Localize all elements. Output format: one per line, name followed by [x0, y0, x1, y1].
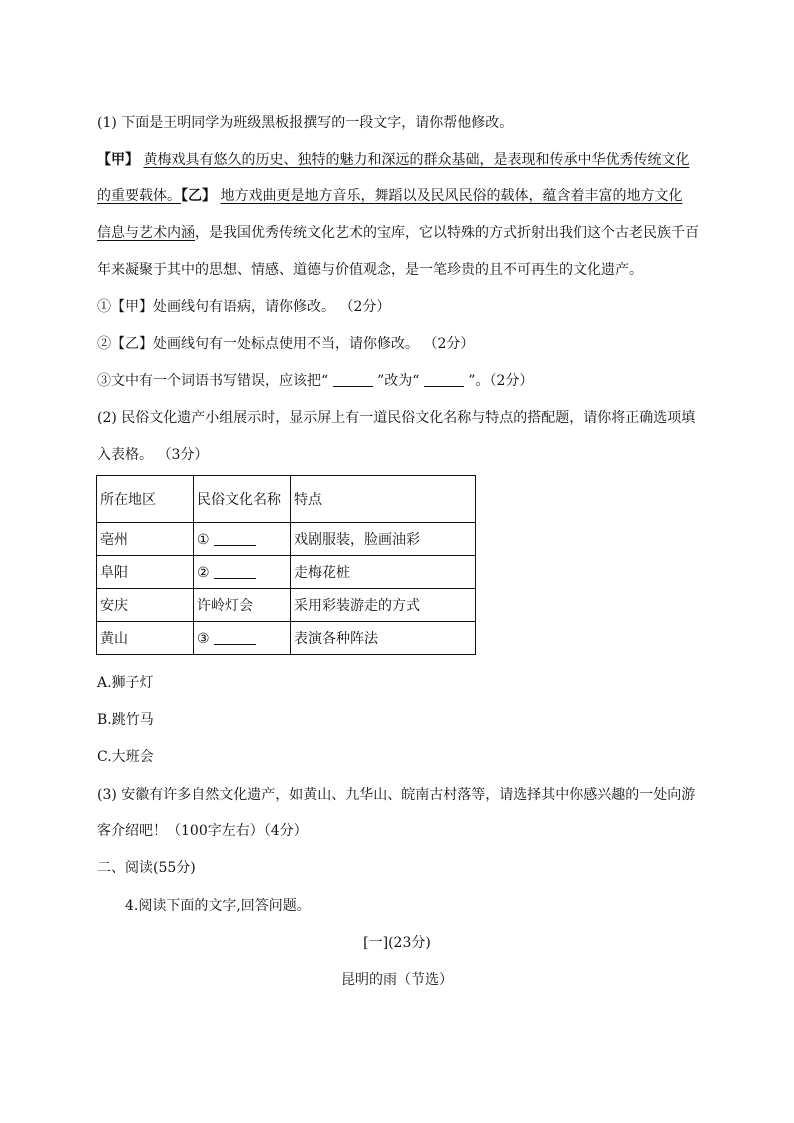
section-heading: 二、阅读(55分) — [97, 860, 196, 876]
table-row — [97, 523, 476, 556]
answer-blank[interactable] — [214, 630, 256, 645]
option-c: C.大班会 — [97, 749, 154, 765]
answer-blank[interactable] — [214, 564, 256, 579]
sub3-part-b: ”改为“ — [377, 373, 420, 389]
blank-number: ③ — [197, 630, 210, 647]
part-heading: [一](23分) — [363, 935, 431, 951]
q1-yi-line-2 — [97, 223, 699, 243]
cell-region: 黄山 — [97, 622, 194, 655]
answer-blank[interactable] — [214, 531, 256, 546]
option-b: B.跳竹马 — [97, 712, 154, 728]
cell-name[interactable] — [194, 523, 291, 556]
q1-subquestion-2: ②【乙】处画线句有一处标点使用不当，请你修改。 （2分） — [97, 336, 475, 352]
answer-blank-2[interactable] — [424, 372, 464, 387]
cell-feature: 采用彩装游走的方式 — [291, 589, 476, 622]
cell-region: 安庆 — [97, 589, 194, 622]
passage-continued-1: ，是我国优秀传统文化艺术的宝库，它以特殊的方式折射出我们这个古老民族千百 — [195, 225, 699, 241]
cell-name[interactable] — [194, 622, 291, 655]
header-region: 所在地区 — [97, 476, 194, 523]
cell-region: 阜阳 — [97, 556, 194, 589]
q1-intro: (1) 下面是王明同学为班级黑板报撰写的一段文字，请你帮他修改。 — [97, 115, 514, 131]
sub3-part-a: ③文中有一个词语书写错误，应该把“ — [97, 373, 329, 389]
cell-name: 许岭灯会 — [194, 589, 291, 622]
folk-culture-table — [96, 475, 476, 655]
blank-number: ② — [197, 564, 210, 581]
jia-tag: 【甲】 — [97, 152, 139, 168]
q2-intro-2: 入表格。 （3分） — [97, 447, 209, 463]
q3-line-1: (3) 安徽有许多自然文化遗产，如黄山、九华山、皖南古村落等，请选择其中你感兴趣的一处向游 — [97, 787, 696, 803]
sub3-part-c: ”。（2分） — [468, 373, 534, 389]
cell-feature: 戏剧服装，脸画油彩 — [291, 523, 476, 556]
yi-tag: 【乙】 — [181, 188, 216, 204]
cell-region: 亳州 — [97, 523, 194, 556]
q1-subquestion-3 — [97, 371, 533, 391]
table-row — [97, 589, 476, 622]
table-row — [97, 622, 476, 655]
answer-blank-1[interactable] — [333, 372, 373, 387]
q3-line-2: 客介绍吧！（100字左右）（4分） — [97, 823, 308, 839]
q2-intro-1: (2) 民俗文化遗产小组展示时，显示屏上有一道民俗文化名称与特点的搭配题，请你将正确选项填 — [97, 410, 696, 426]
jia-underlined-1: 黄梅戏具有悠久的历史、独特的魅力和深远的群众基础，是表现和传承中华优秀传统文化 — [143, 152, 690, 168]
jia-underlined-2: 的重要载体。 — [97, 188, 181, 204]
q1-subquestion-1: ①【甲】处画线句有语病，请你修改。 （2分） — [97, 299, 391, 315]
table-row — [97, 556, 476, 589]
table-header-row — [97, 476, 476, 523]
cell-name[interactable] — [194, 556, 291, 589]
blank-number: ① — [197, 531, 210, 548]
cell-feature: 走梅花桩 — [291, 556, 476, 589]
option-a: A.狮子灯 — [97, 675, 154, 691]
q1-jia-line — [97, 150, 689, 170]
header-feature: 特点 — [291, 476, 476, 523]
yi-underlined-1: 地方戏曲更是地方音乐，舞蹈以及民风民俗的载体，蕴含着丰富的地方文化 — [220, 188, 683, 204]
header-name: 民俗文化名称 — [194, 476, 291, 523]
yi-underlined-2: 信息与艺术内涵 — [97, 225, 195, 241]
passage-title: 昆明的雨（节选） — [341, 972, 453, 988]
reading-instruction: 4.阅读下面的文字,回答问题。 — [125, 898, 311, 914]
cell-feature: 表演各种阵法 — [291, 622, 476, 655]
passage-continued-2: 年来凝聚于其中的思想、情感、道德与价值观念，是一笔珍贵的且不可再生的文化遗产。 — [97, 262, 643, 278]
q1-jia-yi-line — [97, 186, 682, 206]
